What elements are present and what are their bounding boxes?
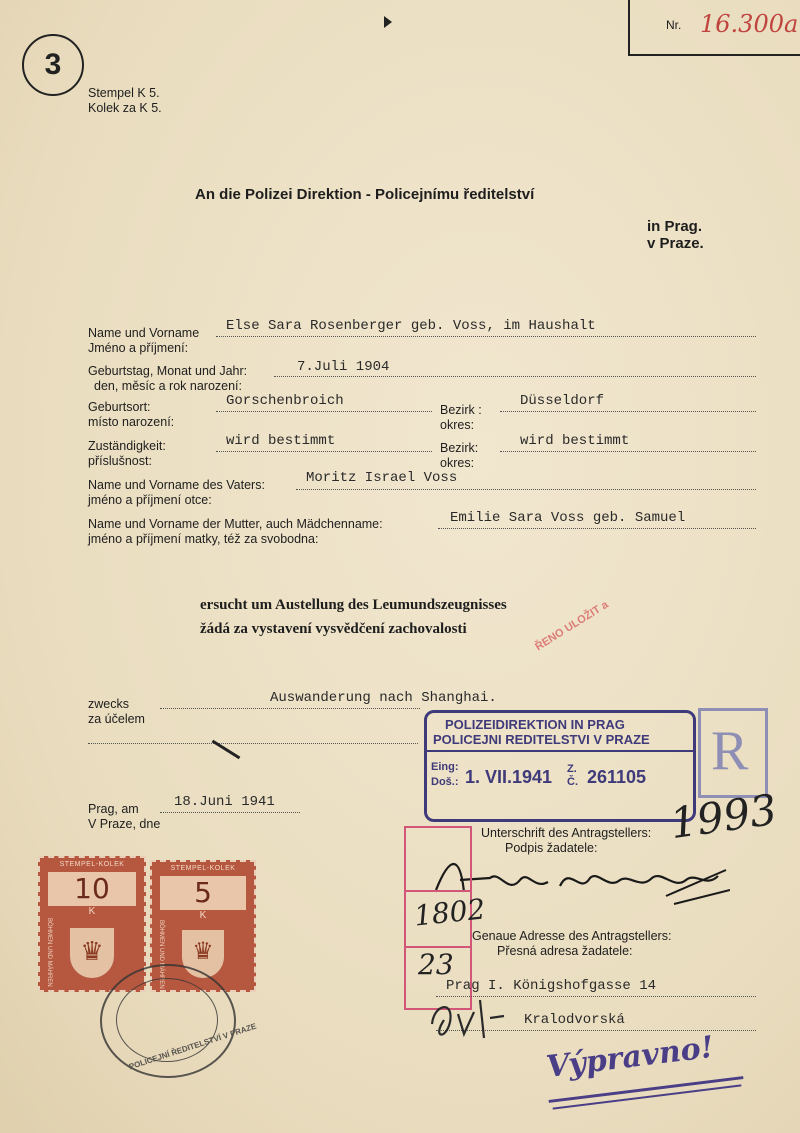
jurisdiction-dotted-line [216,451,432,452]
mother-value: Emilie Sara Voss geb. Samuel [450,510,686,526]
birthdate-label-de: Geburtstag, Monat und Jahr: [88,364,248,378]
date-label-de: Prag, am [88,802,139,816]
address-line-2: Kralodvorská [524,1012,625,1028]
district-label-de: Bezirk : [440,403,482,417]
name-dotted-line [216,336,756,337]
name-label-de: Name und Vorname [88,326,200,340]
district-label-cz: okres: [440,418,475,432]
mother-label-cz: jméno a příjmení matky, též za svobodna: [88,532,319,546]
handwritten-number-1993: 1993 [667,784,780,849]
purpose-dotted-line [160,708,420,709]
father-label-cz: jméno a příjmení otce: [88,493,212,507]
name-value: Else Sara Rosenberger geb. Voss, im Haushalt [226,318,596,334]
revenue-stamp-10-header: STEMPEL-KOLEK [59,861,125,868]
father-label-de: Name und Vorname des Vaters: [88,478,265,492]
police-stamp-eing-label: Eing: [431,761,459,773]
addressee-line: An die Polizei Direktion - Policejnímu ředitelství [195,186,535,203]
birthplace-label-de: Geburtsort: [88,400,151,414]
police-stamp-date: 1. VII.1941 [465,767,553,787]
revenue-stamp-5-header: STEMPEL-KOLEK [170,865,236,872]
registered-r-box [698,708,768,798]
signature-label-de: Unterschrift des Antragstellers: [481,826,652,840]
address-label-cz: Přesná adresa žadatele: [497,944,633,958]
name-label-cz: Jméno a příjmení: [88,341,189,355]
lion-emblem-icon: ♛ [182,930,224,978]
birthdate-value: 7.Juli 1904 [297,359,390,375]
district2-dotted-line [500,451,756,452]
police-seal-ring-text: POLICEJNÍ ŘEDITELSTVÍ V PRAZE [127,1021,258,1072]
address-label-de: Genaue Adresse des Antragstellers: [472,929,672,943]
nr-label: Nr. [666,18,682,32]
initial-scribble-icon [424,994,514,1044]
jurisdiction-label-de: Zuständigkeit: [88,439,166,453]
stamp-fee-line-2: Kolek za K 5. [88,101,162,115]
purpose-label-cz: za účelem [88,712,145,726]
revenue-stamp-10 [38,856,146,992]
birthplace-label-cz: místo narození: [88,415,175,429]
police-stamp [424,710,696,822]
purpose-dotted-line-2 [88,743,418,744]
police-stamp-line-1: POLIZEIDIREKTION IN PRAG [445,717,625,732]
district-value: Düsseldorf [520,393,605,409]
request-line-cz: žádá za vystavení vysvědčení zachovalosti [200,621,467,637]
mother-dotted-line [438,528,756,529]
registered-r-letter: R [711,720,749,782]
police-stamp-dos-label: Doš.: [431,776,459,788]
district-dotted-line [500,411,756,412]
purpose-value: Auswanderung nach Shanghai. [270,690,497,706]
police-stamp-zc-label: Z. Č. [567,763,578,788]
police-stamp-line-2: POLICEJNI REDITELSTVI V PRAZE [433,732,650,747]
birthplace-dotted-line [216,411,432,412]
lion-emblem-icon: ♛ [70,928,114,978]
red-stamp-text: ŘENO ULOŽIT a [533,598,611,654]
signature-label-cz: Podpis žadatele: [505,841,598,855]
request-line-de: ersucht um Austellung des Leumundszeugnisses [200,597,507,613]
revenue-stamp-5-side: BÖHMEN UND MÄHREN [158,920,164,989]
police-stamp-divider [427,750,693,752]
handwritten-number-23: 23 [418,948,454,981]
addressee-place-de: in Prag. [647,218,703,235]
arrow-marker-icon [384,16,392,28]
date-label-cz: V Praze, dne [88,817,161,831]
form-number-circle [22,34,84,96]
district2-label-cz: okres: [440,456,475,470]
birthdate-dotted-line [274,376,756,377]
revenue-stamp-10-unit: K [88,906,96,917]
police-stamp-number: 261105 [587,767,647,787]
nr-value: 16.300a [700,10,799,38]
father-dotted-line [296,489,756,490]
date-value: 18.Juni 1941 [174,794,275,810]
jurisdiction-label-cz: příslušnost: [88,454,152,468]
revenue-stamp-10-value: 10 [48,872,136,906]
jurisdiction-value: wird bestimmt [226,433,336,449]
mother-label-de: Name und Vorname der Mutter, auch Mädchenname: [88,517,383,531]
address-line-1: Prag I. Königshofgasse 14 [446,978,657,994]
addressee-place-cz: v Praze. [647,235,704,252]
handwritten-number-1802: 1802 [412,892,487,933]
registry-grid-line [406,890,470,892]
date-dotted-line [160,812,300,813]
revenue-stamp-5-value: 5 [160,876,246,910]
form-number: 3 [44,48,62,81]
birthdate-label-cz: den, měsíc a rok narození: [94,379,242,393]
district2-value: wird bestimmt [520,433,630,449]
revenue-stamp-10-side: BÖHMEN UND MÄHREN [46,918,52,987]
birthplace-value: Gorschenbroich [226,393,344,409]
vypravno-stamp: Výpravno! [544,1029,716,1086]
father-value: Moritz Israel Voss [306,470,458,486]
district2-label-de: Bezirk: [440,441,479,455]
handwritten-initial [424,994,514,1049]
police-round-seal [100,964,258,1078]
purpose-label-de: zwecks [88,697,129,711]
stamp-fee-line-1: Stempel K 5. [88,86,160,100]
nr-box [628,0,800,56]
revenue-stamp-5-unit: K [199,910,207,921]
